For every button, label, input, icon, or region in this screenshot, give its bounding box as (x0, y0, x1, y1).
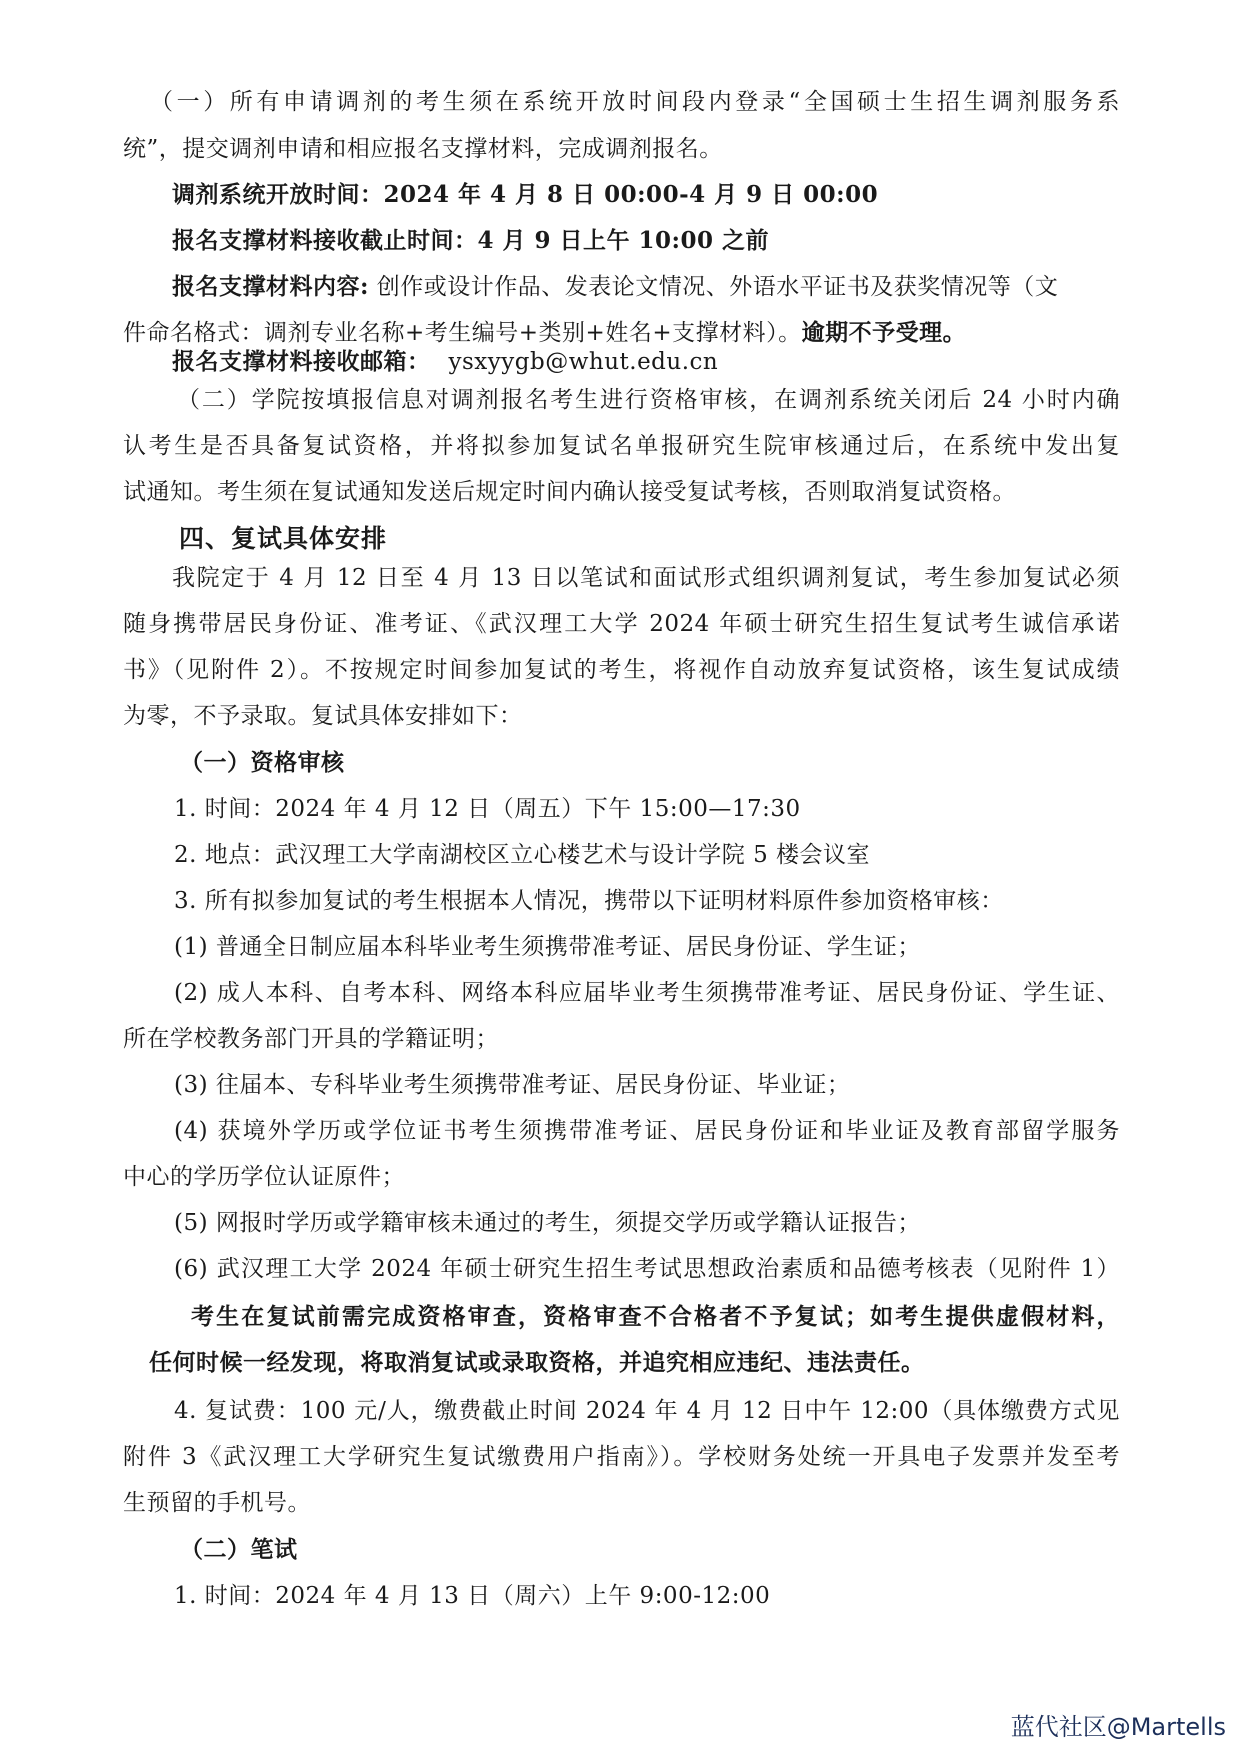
paragraph-review-line1: （二）学院按填报信息对调剂报名考生进行资格审核，在调剂系统关闭后 24 小时内确 (177, 387, 1120, 413)
fee-line1: 4. 复试费：100 元/人，缴费截止时间 2024 年 4 月 12 日中午 12:00（具体缴费方式见 (174, 1398, 1120, 1424)
material-item-5: (5) 网报时学历或学籍审核未通过的考生，须提交学历或学籍认证报告； (174, 1210, 921, 1236)
overdue-notice: 逾期不予受理。 (801, 319, 967, 346)
section-heading-retest-arrangement: 四、复试具体安排 (179, 524, 388, 553)
paragraph-intro-line4: 为零，不予录取。复试具体安排如下： (123, 703, 523, 729)
material-content-line1 (172, 272, 1058, 302)
paragraph-review-line3: 试通知。考生须在复试通知发送后规定时间内确认接受复试考核，否则取消复试资格。 (123, 479, 1016, 505)
material-item-3: (3) 往届本、专科毕业考生须携带准考证、居民身份证、毕业证； (174, 1072, 851, 1098)
qualification-materials: 3. 所有拟参加复试的考生根据本人情况，携带以下证明材料原件参加资格审核： (174, 888, 1004, 914)
material-content-text: 创作或设计作品、发表论文情况、外语水平证书及获奖情况等（文 (369, 274, 1059, 300)
material-content-line2 (123, 318, 966, 348)
fee-line3: 生预留的手机号。 (123, 1490, 311, 1516)
material-item-4-line2: 中心的学历学位认证原件； (123, 1164, 405, 1190)
warning-line2: 任何时候一经发现，将取消复试或录取资格，并追究相应违纪、违法责任。 (149, 1349, 925, 1376)
material-email-label: 报名支撑材料接收邮箱： (172, 348, 431, 375)
warning-line1: 考生在复试前需完成资格审查，资格审查不合格者不予复试；如考生提供虚假材料， (191, 1303, 1120, 1330)
subheading-qualification-review: （一）资格审核 (180, 750, 345, 776)
subheading-written-exam: （二）笔试 (180, 1537, 298, 1563)
material-item-4-line1: (4) 获境外学历或学位证书考生须携带准考证、居民身份证和毕业证及教育部留学服务 (174, 1118, 1120, 1144)
system-open-time: 调剂系统开放时间：2024 年 4 月 8 日 00:00-4 月 9 日 00:00 (172, 181, 879, 208)
material-item-2-line1: (2) 成人本科、自考本科、网络本科应届毕业考生须携带准考证、居民身份证、学生证、 (174, 980, 1120, 1006)
paragraph-intro-line2: 随身携带居民身份证、准考证、《武汉理工大学 2024 年硕士研究生招生复试考生诚信承诺 (123, 611, 1120, 637)
material-content-label: 报名支撑材料内容: (172, 273, 369, 300)
material-item-6: (6) 武汉理工大学 2024 年硕士研究生招生考试思想政治素质和品德考核表（见附件 1） (174, 1256, 1120, 1282)
paragraph-apply-line1: （一）所有申请调剂的考生须在系统开放时间段内登录“全国硕士生招生调剂服务系 (150, 89, 1120, 115)
material-email-address: ysxyygb@whut.edu.cn (448, 349, 719, 375)
fee-line2: 附件 3《武汉理工大学研究生复试缴费用户指南》）。学校财务处统一开具电子发票并发至考 (123, 1444, 1120, 1470)
paragraph-review-line2: 认考生是否具备复试资格，并将拟参加复试名单报研究生院审核通过后，在系统中发出复 (123, 433, 1120, 459)
paragraph-intro-line1: 我院定于 4 月 12 日至 4 月 13 日以笔试和面试形式组织调剂复试，考生参加复试必须 (172, 565, 1120, 591)
paragraph-apply-line2: 统”，提交调剂申请和相应报名支撑材料，完成调剂报名。 (123, 136, 723, 162)
qualification-time: 1. 时间：2024 年 4 月 12 日（周五）下午 15:00—17:30 (174, 796, 801, 822)
watermark-text: 蓝代社区@Martells (1010, 1713, 1226, 1741)
file-naming-format: 件命名格式：调剂专业名称+考生编号+类别+姓名+支撑材料）。 (123, 320, 802, 346)
material-email-line (172, 347, 718, 377)
material-deadline: 报名支撑材料接收截止时间：4 月 9 日上午 10:00 之前 (172, 227, 770, 254)
paragraph-intro-line3: 书》（见附件 2）。不按规定时间参加复试的考生，将视作自动放弃复试资格，该生复试成绩 (123, 657, 1120, 683)
material-item-2-line2: 所在学校教务部门开具的学籍证明； (123, 1026, 499, 1052)
material-item-1: (1) 普通全日制应届本科毕业考生须携带准考证、居民身份证、学生证； (174, 934, 921, 960)
qualification-place: 2. 地点：武汉理工大学南湖校区立心楼艺术与设计学院 5 楼会议室 (174, 842, 871, 868)
written-exam-time: 1. 时间：2024 年 4 月 13 日（周六）上午 9:00-12:00 (174, 1583, 771, 1609)
